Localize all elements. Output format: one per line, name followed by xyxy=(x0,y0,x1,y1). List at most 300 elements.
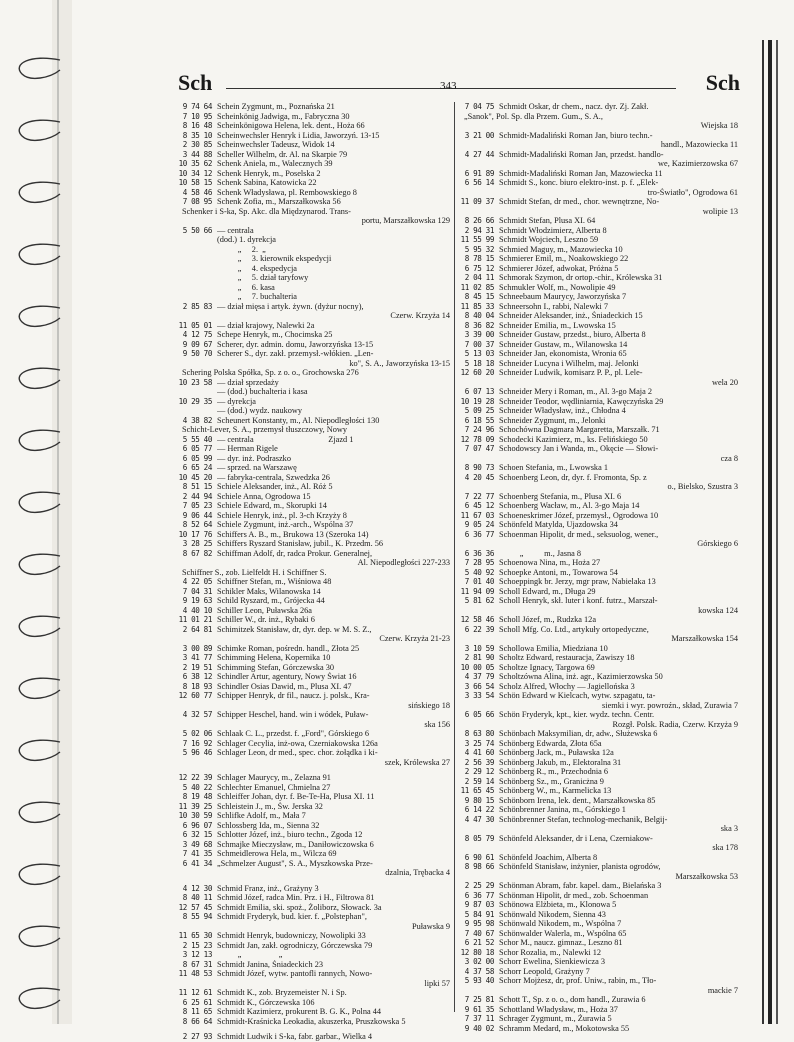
phone-number: 4 37 58 xyxy=(464,966,494,976)
entry-text: Schmidt Henryk, budowniczy, Nowolipki 33 xyxy=(217,931,366,940)
directory-entry xyxy=(178,729,450,739)
directory-entry xyxy=(178,435,450,445)
entry-text: Schlifke Adolf, m., Mała 7 xyxy=(217,811,306,820)
directory-entry xyxy=(460,710,738,720)
entry-text: Schmidt Józef, wytw. pantofli rannych, Nowo- xyxy=(217,969,373,978)
entry-text: Schiller W., dr. inż., Rybaki 6 xyxy=(217,615,315,624)
directory-entry xyxy=(178,893,450,903)
entry-text: Schön Edward w Kielcach, wytw. szpagatu, ta- xyxy=(499,691,656,700)
phone-number: 8 40 04 xyxy=(464,311,494,320)
phone-number: 7 25 81 xyxy=(464,995,494,1004)
phone-number: 3 21 00 xyxy=(464,130,494,140)
phone-number: 11 02 85 xyxy=(460,282,494,292)
entry-text: Schneider Ludwik, komisarz P. P., pl. Lele- xyxy=(499,368,643,377)
phone-number: 11 67 03 xyxy=(460,510,494,520)
entry-text: Scheinwechsler Tadeusz, Widok 14 xyxy=(217,140,335,149)
directory-entry xyxy=(460,938,738,948)
directory-entry xyxy=(460,520,738,530)
directory-entry xyxy=(178,663,450,673)
phone-number: 7 10 95 xyxy=(182,111,212,121)
directory-entry xyxy=(460,587,738,597)
directory-entry xyxy=(460,321,738,331)
column-divider xyxy=(454,102,455,1012)
phone-number: 3 39 00 xyxy=(464,330,494,339)
directory-entry xyxy=(460,226,738,236)
directory-entry xyxy=(460,311,738,321)
entry-text: Schorr Leopold, Grażyny 7 xyxy=(499,966,590,976)
entry-text: Schneider Emilia, m., Lwowska 15 xyxy=(499,320,616,330)
directory-entry xyxy=(178,340,450,350)
directory-entry xyxy=(460,245,738,255)
directory-entry xyxy=(178,178,450,188)
phone-number: 2 25 29 xyxy=(464,881,494,890)
directory-entry xyxy=(178,169,450,179)
directory-page xyxy=(178,66,740,1041)
phone-number: 12 78 09 xyxy=(460,434,494,444)
directory-entry xyxy=(460,1005,738,1015)
directory-entry xyxy=(178,830,450,840)
phone-number: 2 19 51 xyxy=(182,662,212,672)
directory-entry xyxy=(460,131,738,141)
phone-number: 11 48 53 xyxy=(178,969,212,978)
entry-heading: Schenker i S-ka, Sp. Akc. dla Międzynarod. Trans- xyxy=(182,206,351,216)
entry-continuation: Rozgł. Polsk. Radia, Czerw. Krzyża 9 xyxy=(612,719,738,729)
phone-number: 2 27 93 xyxy=(182,1032,212,1041)
directory-entry xyxy=(178,330,450,340)
entry-text: Scheller Wilhelm, dr. Al. na Skarpie 79 xyxy=(217,149,348,159)
entry-text: Schiffers A. B., m., Brukowa 13 (Szeroka 14) xyxy=(217,529,369,539)
phone-number: 10 35 62 xyxy=(178,159,212,168)
phone-number: 5 84 91 xyxy=(464,909,494,919)
phone-number: 7 40 67 xyxy=(464,928,494,938)
phone-number: 6 25 61 xyxy=(182,997,212,1007)
phone-number: 9 40 02 xyxy=(464,1023,494,1033)
phone-number: 6 96 07 xyxy=(182,820,212,830)
phone-number: 6 36 77 xyxy=(464,890,494,900)
phone-number: 4 40 10 xyxy=(182,605,212,615)
directory-entry xyxy=(460,644,738,654)
phone-number: 6 75 12 xyxy=(464,263,494,273)
entry-text: Schimming Helena, Kopernika 10 xyxy=(217,653,331,662)
phone-number: 8 35 10 xyxy=(182,130,212,140)
entry-text: — centrala Zjazd 1 xyxy=(217,434,354,444)
entry-text: Schiffner Stefan, m., Wiśniowa 48 xyxy=(217,577,332,586)
phone-number: 9 06 44 xyxy=(182,510,212,520)
entry-text: — dyr. inż. Podraszko xyxy=(217,453,291,463)
phone-number: 5 09 25 xyxy=(464,406,494,415)
directory-entry xyxy=(460,748,738,758)
directory-entry xyxy=(178,121,450,131)
phone-number: 2 59 14 xyxy=(464,776,494,786)
directory-entry xyxy=(460,435,738,445)
entry-text: Scheinkönigowa Helena, lek. dent., Hoża 66 xyxy=(217,121,365,130)
phone-number: 2 15 23 xyxy=(182,940,212,950)
entry-text: Schneersohn I., rabbi, Nalewki 7 xyxy=(499,301,608,311)
directory-entry xyxy=(178,539,450,549)
directory-entry xyxy=(460,948,738,958)
header-right-guide: Sch xyxy=(705,70,740,95)
directory-entry xyxy=(178,530,450,540)
directory-entry xyxy=(178,587,450,597)
directory-entry xyxy=(460,530,738,540)
phone-number: 7 16 92 xyxy=(182,738,212,748)
directory-entry xyxy=(460,292,738,302)
directory-entry xyxy=(460,273,738,283)
entry-text: Scheinkönig Jadwiga, m., Fabryczna 30 xyxy=(217,111,350,121)
phone-number: 8 98 66 xyxy=(464,862,494,871)
phone-number: 11 12 61 xyxy=(178,988,212,997)
entry-continuation: szek, Królewska 27 xyxy=(384,757,450,767)
entry-continuation: portu, Marszałkowska 129 xyxy=(361,216,450,225)
directory-entry xyxy=(178,463,450,473)
entry-continuation: we, Kazimierzowska 67 xyxy=(658,159,738,168)
entry-continuation: cza 8 xyxy=(720,453,738,463)
directory-entry xyxy=(178,625,450,635)
directory-entry xyxy=(460,169,738,179)
phone-number: 6 18 55 xyxy=(464,415,494,425)
entry-text: Schochówna Dagmara Margaretta, Marszałk. 71 xyxy=(499,425,660,434)
entry-text: Schmidt-Madaliński Roman Jan, Mazowiecka 11 xyxy=(499,168,663,178)
entry-text: „ m., Jasna 8 xyxy=(499,548,582,558)
phone-number: 2 81 90 xyxy=(464,653,494,662)
entry-subline: „ 6. kasa xyxy=(217,282,275,292)
entry-text: Schiller Leon, Puławska 26a xyxy=(217,605,312,615)
entry-text: Schönwald Nikodem, Sienna 43 xyxy=(499,909,606,919)
phone-number: 11 65 45 xyxy=(460,786,494,795)
directory-entry xyxy=(460,102,738,112)
entry-heading: Schicht-Lever, S. A., przemysł tłuszczowy, Nowy xyxy=(182,425,348,434)
phone-number: 2 04 11 xyxy=(464,273,494,282)
directory-entry xyxy=(460,625,738,635)
entry-text: Scheunert Konstanty, m., Al. Niepodległości 130 xyxy=(217,415,380,425)
phone-number: 9 05 24 xyxy=(464,520,494,529)
directory-entry xyxy=(460,900,738,910)
entry-text: Schimitzek Stanisław, dr, dyr. dep. w M. S. Z., xyxy=(217,624,372,634)
entry-continuation: wolipie 13 xyxy=(702,206,738,216)
phone-number: 6 36 77 xyxy=(464,529,494,539)
directory-entry xyxy=(178,773,450,783)
directory-entry xyxy=(460,910,738,920)
phone-number: 6 21 52 xyxy=(464,938,494,947)
phone-number: 4 22 05 xyxy=(182,577,212,586)
phone-number: 9 74 64 xyxy=(182,102,212,111)
entry-text: Schneider Zygmunt, m., Jelonki xyxy=(499,415,606,425)
directory-entry xyxy=(178,520,450,530)
directory-entry xyxy=(178,672,450,682)
entry-subline: „ 2. „ xyxy=(217,244,266,254)
entry-text: Scherer, dyr. admin. domu, Jaworzyńska 13-15 xyxy=(217,339,374,349)
phone-number: 9 95 98 xyxy=(464,919,494,928)
phone-number: 5 40 22 xyxy=(182,782,212,792)
entry-text: Schmierer Emil, m., Noakowskiego 22 xyxy=(499,254,629,263)
phone-number: 8 16 48 xyxy=(182,121,212,130)
directory-entry xyxy=(178,739,450,749)
directory-entry xyxy=(178,969,450,979)
phone-number: 7 04 75 xyxy=(464,102,494,111)
entry-text: Schmidt-Kraśnicka Leokadia, akuszerka, Pruszkowska 5 xyxy=(217,1016,406,1026)
directory-entry xyxy=(460,758,738,768)
directory-entry xyxy=(460,596,738,606)
entry-text: Schmidt Fryderyk, bud. kier. f. „Polstephan", xyxy=(217,912,367,921)
entry-text: Schiele Aleksander, inż., Al. Róż 5 xyxy=(217,482,333,491)
directory-entry xyxy=(460,682,738,692)
entry-text: Schiele Edward, m., Skorupki 14 xyxy=(217,501,327,510)
entry-text: Schlaak C. L., przedst. f. „Ford", Górskiego 6 xyxy=(217,729,370,738)
entry-text: Schiele Anna, Ogrodowa 15 xyxy=(217,491,311,501)
directory-entry xyxy=(460,929,738,939)
phone-number: 2 56 39 xyxy=(464,757,494,767)
phone-number: 6 07 13 xyxy=(464,387,494,396)
phone-number: 5 95 32 xyxy=(464,244,494,254)
entry-text: Schiele Zygmunt, inż.-arch., Wspólna 37 xyxy=(217,520,354,529)
entry-text: Scholl Henryk, skł. luter i konf. futrz., Marszał- xyxy=(499,596,658,605)
phone-number: 10 30 59 xyxy=(178,811,212,820)
phone-number: 5 13 03 xyxy=(464,349,494,358)
directory-entry xyxy=(178,644,450,654)
phone-number: 4 32 57 xyxy=(182,710,212,719)
phone-number: 10 45 20 xyxy=(178,472,212,482)
phone-number: 5 50 66 xyxy=(182,225,212,235)
entry-continuation: handl., Mazowiecka 11 xyxy=(660,140,738,149)
directory-entry xyxy=(460,767,738,777)
directory-entry xyxy=(460,995,738,1005)
entry-text: Schneider Gustaw, przedst., biuro, Alberta 8 xyxy=(499,330,646,339)
directory-entry xyxy=(178,950,450,960)
entry-text: Schönberg R., m., Przechodnia 6 xyxy=(499,767,609,776)
directory-entry xyxy=(178,653,450,663)
entry-text: Schmidt Włodzimierz, Alberta 8 xyxy=(499,225,607,235)
directory-entry xyxy=(460,729,738,739)
directory-entry xyxy=(178,454,450,464)
phone-number: 7 04 31 xyxy=(182,586,212,596)
directory-entry xyxy=(178,884,450,894)
entry-text: Schönberg Jakub, m., Elektoralna 31 xyxy=(499,757,622,767)
phone-number: 7 00 37 xyxy=(464,339,494,349)
header-left-guide: Sch xyxy=(178,70,213,95)
entry-text: Schoen Stefania, m., Lwowska 1 xyxy=(499,463,608,472)
phone-number: 2 94 31 xyxy=(464,225,494,235)
entry-text: Schoenberg Stefania, m., Plusa XI. 6 xyxy=(499,491,622,501)
phone-number: 3 25 74 xyxy=(464,738,494,748)
entry-text: Schmidt K., zob. Bryzemeister N. i Sp. xyxy=(217,988,347,997)
directory-entry xyxy=(460,254,738,264)
entry-text: Schneider Mery i Roman, m., Al. 3-go Maja 2 xyxy=(499,387,653,396)
entry-text: Schlechter Emanuel, Chmielna 27 xyxy=(217,782,331,792)
entry-subline: (dod.) 1. dyrekcja xyxy=(217,235,276,244)
phone-number: 6 38 12 xyxy=(182,672,212,681)
directory-entry xyxy=(178,378,450,388)
entry-text: Schlager Maurycy, m., Zelazna 91 xyxy=(217,773,331,782)
entry-continuation: sińskiego 18 xyxy=(408,700,450,710)
phone-number: 6 90 61 xyxy=(464,852,494,862)
phone-number: 6 05 77 xyxy=(182,444,212,453)
entry-continuation: Czerw. Krzyża 21-23 xyxy=(379,634,450,643)
entry-text: Schmid Józef, radca Min. Prz. i H., Filtrowa 81 xyxy=(217,893,375,902)
directory-entry xyxy=(178,596,450,606)
phone-number: 8 40 11 xyxy=(182,893,212,902)
entry-text: Schleistein J., m., Św. Jerska 32 xyxy=(217,801,323,811)
entry-text: Schmied Maguy, m., Mazowiecka 10 xyxy=(499,244,623,254)
entry-text: Schönberg W., m., Karmelicka 13 xyxy=(499,786,612,795)
directory-entry xyxy=(178,226,450,236)
directory-entry xyxy=(460,663,738,673)
entry-text: Scholl Edward, m., Długa 29 xyxy=(499,586,596,596)
entry-text: Schmajke Mieczysław, m., Daniłowiczowska 6 xyxy=(217,839,374,849)
directory-entry xyxy=(178,577,450,587)
directory-entry xyxy=(178,682,450,692)
entry-text: Schneider Jan, ekonomista, Wronia 65 xyxy=(499,349,627,358)
phone-number: 4 37 79 xyxy=(464,672,494,681)
entry-continuation: lipki 57 xyxy=(424,978,450,988)
entry-text: Schönfeld Joachim, Alberta 8 xyxy=(499,852,598,862)
entry-text: Schmidt Janina, Śniadeckich 23 xyxy=(217,959,323,969)
phone-number: 11 05 01 xyxy=(178,320,212,330)
entry-subline: „ 7. buchalteria xyxy=(217,292,297,301)
directory-entry xyxy=(178,998,450,1008)
directory-entry xyxy=(460,1014,738,1024)
phone-number: 12 58 46 xyxy=(460,615,494,624)
phone-number: 9 19 63 xyxy=(182,596,212,605)
directory-entry xyxy=(460,178,738,188)
phone-number: 9 50 70 xyxy=(182,349,212,358)
phone-number: 9 80 15 xyxy=(464,795,494,805)
phone-number: 7 08 95 xyxy=(182,197,212,206)
entry-text: Schimming Stefan, Górczewska 30 xyxy=(217,662,335,672)
entry-text: Scholl Mfg. Co. Ltd., artykuły ortopedyczne, xyxy=(499,624,649,634)
entry-continuation: kowska 124 xyxy=(698,605,738,615)
entry-text: Scholtzówna Alina, inż. agr., Kazimierzowska 50 xyxy=(499,672,663,681)
phone-number: 8 45 15 xyxy=(464,292,494,301)
directory-entry xyxy=(460,406,738,416)
directory-entry xyxy=(460,672,738,682)
phone-number: 10 29 35 xyxy=(178,396,212,406)
phone-number: 3 02 00 xyxy=(464,957,494,966)
entry-text: Schoepke Antoni, m., Towarowa 54 xyxy=(499,567,618,577)
entry-text: Schönbach Maksymilian, dr, adw., Służewska 6 xyxy=(499,729,658,738)
entry-text: Schoenman Hipolit, dr med., seksuolog, wener., xyxy=(499,529,659,539)
entry-text: Schorr Ewelina, Sienkiewicza 3 xyxy=(499,957,605,966)
phone-number: 5 81 62 xyxy=(464,596,494,605)
phone-number: 12 22 39 xyxy=(178,773,212,782)
phone-number: 8 36 82 xyxy=(464,320,494,330)
directory-entry xyxy=(178,549,450,559)
directory-entry xyxy=(460,891,738,901)
phone-number: 3 33 54 xyxy=(464,691,494,700)
phone-number: 12 60 20 xyxy=(460,368,494,377)
directory-entry xyxy=(178,1007,450,1017)
entry-continuation: Czerw. Krzyża 14 xyxy=(390,311,450,320)
directory-entry xyxy=(178,406,450,416)
directory-entry xyxy=(460,216,738,226)
directory-entry xyxy=(460,815,738,825)
entry-text: Schottland Władysław, m., Hoża 37 xyxy=(499,1004,618,1014)
entry-text: Schor M., naucz. gimnaz., Leszno 81 xyxy=(499,938,623,947)
entry-text: Schoenberg Leon, dr, dyr. f. Fromonta, Sp. z xyxy=(499,472,647,482)
phone-number: 6 36 36 xyxy=(464,548,494,558)
directory-entry xyxy=(460,416,738,426)
phone-number: 6 45 12 xyxy=(464,501,494,510)
phone-number: 11 94 09 xyxy=(460,586,494,596)
entry-text: Schrager Zygmunt, m., Żurawia 5 xyxy=(499,1014,612,1023)
directory-entry xyxy=(460,473,738,483)
entry-subline: „ 3. kierownik ekspedycji xyxy=(217,254,332,263)
entry-continuation: ko", S. A., Jaworzyńska 13-15 xyxy=(349,358,450,368)
entry-continuation: siemki i wyr. powroźn., skład, Zurawia 7 xyxy=(602,700,738,710)
directory-entry xyxy=(178,188,450,198)
phone-number: 4 38 82 xyxy=(182,415,212,425)
entry-text: Scholz Alfred, Włochy — Jagiellońska 3 xyxy=(499,681,635,691)
directory-entry xyxy=(460,549,738,559)
directory-entry xyxy=(178,302,450,312)
entry-text: — fabryka-centrala, Szwedzka 26 xyxy=(217,472,330,482)
entry-text: Scholtz Edward, restauracja, Zawiszy 18 xyxy=(499,653,635,662)
entry-text: Schenk Sabina, Katowicka 22 xyxy=(217,178,317,187)
page-edge-line-outer xyxy=(776,40,778,1024)
phone-number: 4 58 46 xyxy=(182,187,212,197)
directory-entry xyxy=(460,511,738,521)
phone-number: 9 87 03 xyxy=(464,900,494,909)
directory-entry xyxy=(178,811,450,821)
entry-text: — dział mięsa i artyk. żywn. (dyżur nocny), xyxy=(217,301,364,311)
entry-text: Schönowa Elżbieta, m., Klonowa 5 xyxy=(499,900,617,909)
phone-number: 7 28 95 xyxy=(464,558,494,567)
phone-number: 7 41 35 xyxy=(182,849,212,858)
phone-number: 5 96 46 xyxy=(182,748,212,757)
phone-number: 3 41 77 xyxy=(182,653,212,662)
entry-text: Schlager Cecylia, inż-owa, Czerniakowska 126a xyxy=(217,738,378,748)
directory-entry xyxy=(178,840,450,850)
directory-entry xyxy=(178,473,450,483)
phone-number: 12 60 77 xyxy=(178,691,212,700)
entry-text: Schmukler Wolf, m., Nowolipie 49 xyxy=(499,282,616,292)
entry-text: Schönfeld Matylda, Ujazdowska 34 xyxy=(499,520,618,529)
entry-text: Schneider Teodor, wędliniarnia, Kawęczyńska 29 xyxy=(499,396,664,406)
entry-continuation: Marszałkowska 53 xyxy=(675,871,738,881)
entry-continuation: wela 20 xyxy=(711,377,738,387)
directory-entry xyxy=(460,264,738,274)
phone-number: 3 00 89 xyxy=(182,643,212,653)
entry-text: Schollowa Emilia, Miedziana 10 xyxy=(499,643,608,653)
phone-number: 10 17 76 xyxy=(178,529,212,539)
phone-number: 4 12 30 xyxy=(182,883,212,893)
phone-number: 6 05 66 xyxy=(464,710,494,719)
page-header xyxy=(178,66,740,106)
phone-number: 3 66 54 xyxy=(464,681,494,691)
directory-entry xyxy=(460,330,738,340)
phone-number: 8 55 94 xyxy=(182,912,212,921)
directory-entry xyxy=(178,988,450,998)
binding-spiral xyxy=(0,0,72,1024)
phone-number: 4 12 75 xyxy=(182,330,212,339)
entry-text: Schott T., Sp. z o. o., dom handl., Zurawia 6 xyxy=(499,995,646,1004)
entry-text: Schönfeld Aleksander, dr i Lena, Czerniakow- xyxy=(499,833,653,843)
entry-text: Schindler Artur, agentury, Nowy Świat 16 xyxy=(217,672,357,681)
directory-entry xyxy=(178,492,450,502)
directory-entry xyxy=(460,235,738,245)
entry-text: Schipper Henryk, dr fil., naucz. j. polsk., Kra- xyxy=(217,691,370,700)
directory-entry xyxy=(460,796,738,806)
phone-number: 7 37 11 xyxy=(464,1014,494,1023)
entry-text: — dyrekcja xyxy=(217,396,256,406)
directory-entry xyxy=(178,416,450,426)
entry-continuation: Puławska 9 xyxy=(411,921,450,931)
directory-entry xyxy=(178,102,450,112)
entry-text: Schor Rozalia, m., Nalewki 12 xyxy=(499,947,602,957)
directory-entry xyxy=(178,1017,450,1027)
phone-number: 2 29 12 xyxy=(464,767,494,776)
entry-text: Schoenberg Wacław, m., Al. 3-go Maja 14 xyxy=(499,501,640,510)
phone-number: 6 22 39 xyxy=(464,624,494,634)
